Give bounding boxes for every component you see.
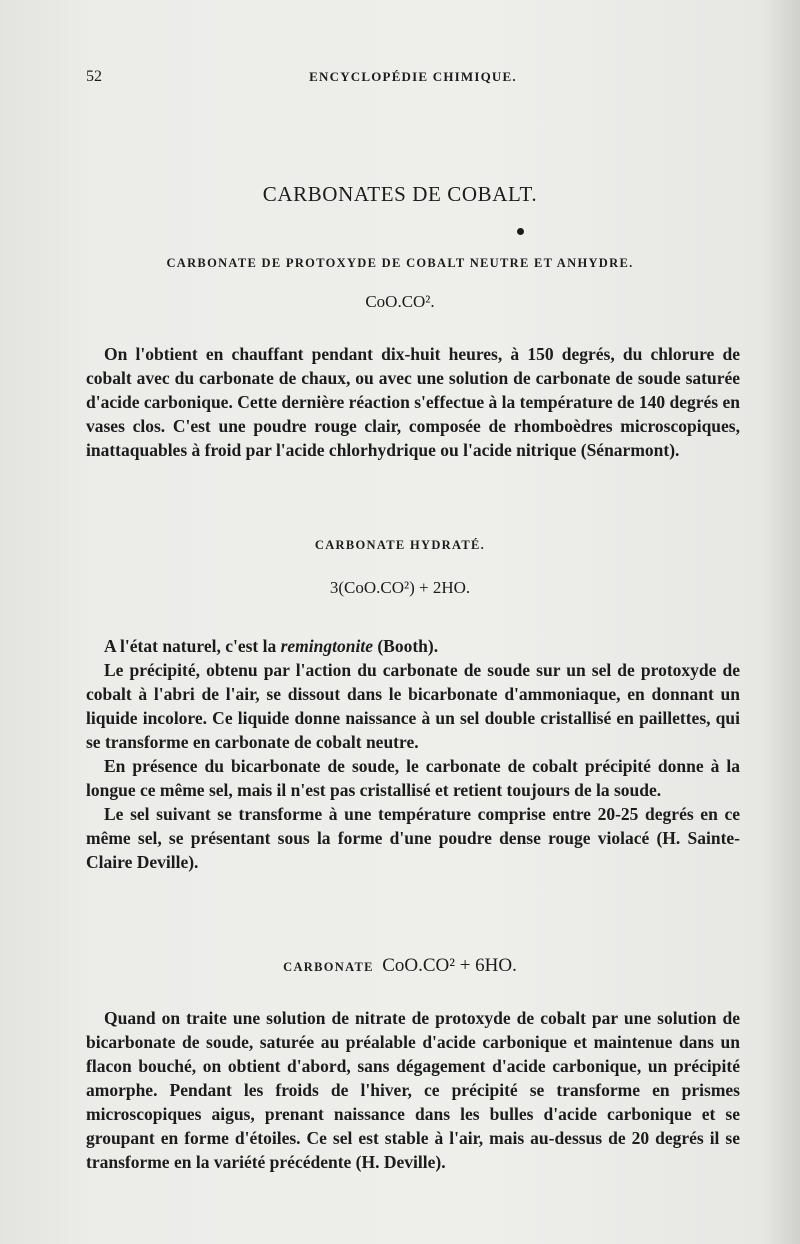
neutral-text: On l'obtient en chauffant pendant dix-huit heures, à 150 degrés, du chlorure de cobalt avec du carbonate de chaux, ou avec une solution de carbonate de soude saturée d'acide carbonique. Cette dernière réaction s'effectue à la température de 140 degrés en vases clos. C'est une poudre rouge clair, composée de rhomboèdres microscopiques, inattaquables à froid par l'acide chlorhydrique ou l'acide nitrique (Sénarmont). xyxy=(86,344,740,460)
section-title: CARBONATES DE COBALT. xyxy=(262,182,538,206)
running-head: ENCYCLOPÉDIE CHIMIQUE. xyxy=(309,69,517,84)
hydrated-transform: Le sel suivant se transforme à une température comprise entre 20-25 degrés en ce même sel, se présentant sous la forme d'une poudre dense rouge violacé (H. Sainte-Claire Deville). xyxy=(86,804,740,872)
hexahydrate-paragraph xyxy=(86,1006,740,1174)
hydrated-heading: CARBONATE HYDRATÉ. xyxy=(314,538,486,552)
natural-state-prefix: A l'état naturel, c'est la xyxy=(104,636,281,656)
hydrated-precipitate: Le précipité, obtenu par l'action du carbonate de soude sur un sel de protoxyde de cobalt à l'abri de l'air, se dissout dans le bicarbonate d'ammoniaque, en donnant un liquide incolore. Ce liquide donne naissance à un sel double cristallisé en paillettes, qui se transforme en carbonate de cobalt neutre. xyxy=(86,660,740,752)
neutral-heading: CARBONATE DE PROTOXYDE DE COBALT NEUTRE ET ANHYDRE. xyxy=(166,256,634,270)
hydrated-natural-state xyxy=(86,634,740,658)
hydrated-formula: 3(CoO.CO²) + 2HO. xyxy=(329,578,471,597)
page-number: 52 xyxy=(86,68,102,85)
mineral-name: remingtonite xyxy=(280,636,373,656)
page-header xyxy=(86,68,740,90)
hydrated-bicarbonate: En présence du bicarbonate de soude, le carbonate de cobalt précipité donne à la longue ce même sel, mais il n'est pas cristallisé et retient toujours de la soude. xyxy=(86,756,740,800)
neutral-paragraph xyxy=(86,342,740,462)
hexahydrate-formula: CoO.CO² + 6HO. xyxy=(382,955,517,976)
natural-state-suffix: (Booth). xyxy=(372,636,439,656)
bullet-mark xyxy=(517,228,524,235)
hexahydrate-text: Quand on traite une solution de nitrate de protoxyde de cobalt par une solution de bicarbonate de soude, saturée au préalable d'acide carbonique et maintenue dans un flacon bouché, on obtient d'abord, sans dégagement d'acide carbonique, un précipité amorphe. Pendant les froids de l'hiver, ce précipité se transforme en prismes microscopiques aigus, prenant naissance dans les bulles d'acide carbonique et se groupant en forme d'étoiles. Ce sel est stable à l'air, mais au-dessus de 20 degrés il se transforme en la variété précédente (H. Deville). xyxy=(86,1008,740,1172)
hydrated-paragraphs xyxy=(86,634,740,874)
neutral-formula: CoO.CO². xyxy=(365,292,435,311)
hexahydrate-heading-label: CARBONATE xyxy=(283,960,374,974)
hexahydrate-heading xyxy=(0,955,800,977)
